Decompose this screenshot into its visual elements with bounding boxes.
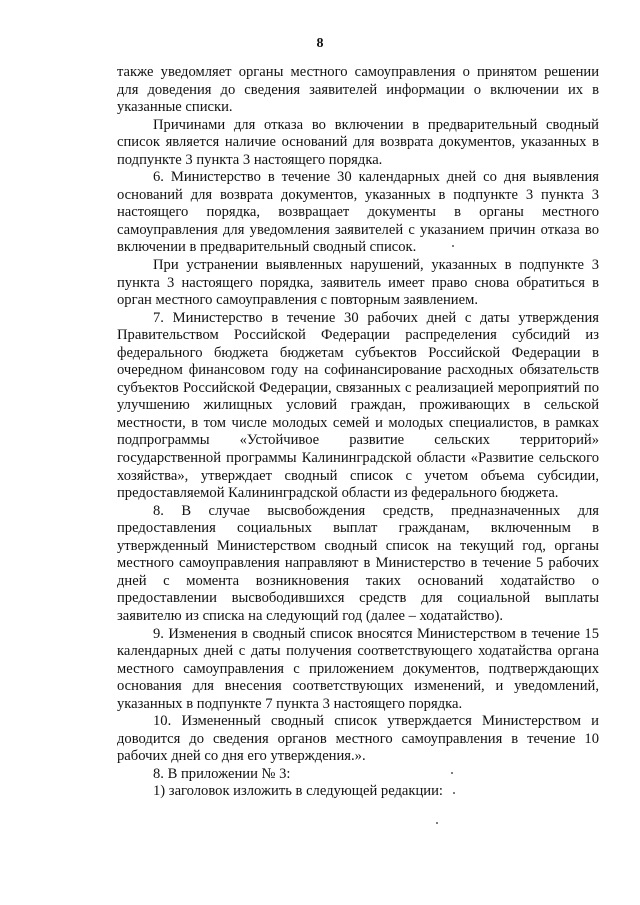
document-body [117,64,599,801]
scan-speck [436,822,438,824]
paragraph-refusal-reasons: Причинами для отказа во включении в предварительный сводный список является наличие оснований для возврата документов, указанных в подпункте 3 пункта 3 настоящего порядка. [117,116,599,168]
scan-speck [453,792,455,794]
paragraph-heading-instruction: 1) заголовок изложить в следующей редакции: [153,783,443,800]
paragraph-item-6: 6. Министерство в течение 30 календарных дней со дня выявления оснований для возврата документов, указанных в подпункте 3 пункта 3 настоящего порядка, возвращает документы в органы местного самоуправления для уведомления заявителей с указанием причин отказа во включении в предварительный сводный список. [117,169,599,256]
paragraph-appendix-3: 8. В приложении № 3: [153,765,291,782]
paragraph-item-7: 7. Министерство в течение 30 рабочих дней с даты утверждения Правительством Российской Федерации распределения субсидий из федерального бюджета бюджетам субъектов Российской Федерации в очередном финансовом году на софинансирование расходных обязательств субъектов Российской Федерации, связанных с реализацией мероприятий по улучшению жилищных условий граждан, проживающих в сельской местности, в том числе молодых семей и молодых специалистов, в рамках подпрограммы «Устойчивое развитие сельских территорий» государственной программы Калининградской области «Развитие сельского хозяйства», утверждает сводный список с учетом объема субсидии, предоставляемой Калининградской области из федерального бюджета. [117,309,599,502]
paragraph-item-9: 9. Изменения в сводный список вносятся Министерством в течение 15 календарных дней с даты получения соответствующего ходатайства органа местного самоуправления с приложением документов, подтверждающих основания для внесения соответствующих изменений, и уведомлений, указанных в подпункте 7 пункта 3 настоящего порядка. [117,625,599,712]
page-number: 8 [316,36,324,51]
paragraph-violations-fixed: При устранении выявленных нарушений, указанных в подпункте 3 пункта 3 настоящего порядка, заявитель имеет право снова обратиться в орган местного самоуправления с повторным заявлением. [117,257,599,309]
paragraph-item-8: 8. В случае высвобождения средств, предназначенных для предоставления социальных выплат гражданам, включенным в утвержденный Министерством сводный список на текущий год, органы местного самоуправления направляют в Министерство в течение 5 рабочих дней с момента возникновения таких оснований ходатайство о предоставлении высвободившихся средств для социальной выплаты заявителю из списка на следующий год (далее – ходатайство). [117,502,599,624]
paragraph-item-10: 10. Измененный сводный список утверждается Министерством и доводится до сведения органов местного самоуправления в течение 10 рабочих дней со дня его утверждения.». [117,713,599,765]
scan-speck [451,772,453,774]
scan-speck [452,245,454,247]
paragraph-continuation: также уведомляет органы местного самоуправления о принятом решении для доведения до сведения заявителей информации о включении их в указанные списки. [117,64,599,116]
